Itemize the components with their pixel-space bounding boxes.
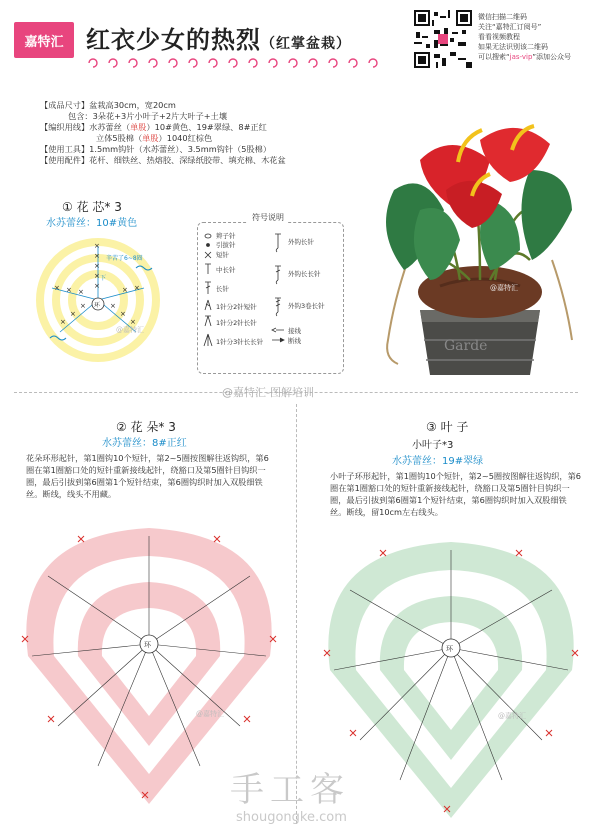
site-watermark: 手工客: [230, 770, 350, 810]
yarn2-a: 立体5股棉（: [96, 133, 143, 143]
section2-description: 花朵环形起针，第1圈钩10个短针，第2~5圈按图解往返钩织，第6圈在第1圈豁口处的短针重新接线起针，绕豁口及第5圈针目钩织一圈，最后引拔到第6圈第1个短针结束，第6圈钩织时加入双股细铁丝。断线，线头不用藏。: [26, 453, 269, 499]
qr-instructions: [478, 12, 571, 62]
legend-symbols: [200, 230, 340, 370]
qr-code-icon[interactable]: [414, 10, 472, 68]
svg-text:×: ×: [66, 286, 72, 294]
legend-left-3: 中长针: [216, 266, 236, 274]
leaf-center-label: 环: [446, 645, 453, 653]
section3-description: 小叶子环形起针，第1圈钩10个短针，第2~5圈按图解往返钩织，第6圈在第1圈豁口处的短针重新接线起针，绕豁口及第5圈针目钩织一圈，最后引拔到第6圈第1个短针结束，第6圈钩织时加入双股细铁丝。断线，留10cm左右线头。: [330, 471, 581, 517]
section3-subtitle: 水苏蕾丝：19#翠绿: [392, 456, 484, 467]
core-center-label: 环: [94, 302, 101, 309]
flower-core-diagram: [30, 228, 170, 368]
section1-title: ① 花 芯* 3: [62, 200, 122, 214]
include-label: 包含：: [68, 111, 93, 121]
section3-count: 小叶子*3: [412, 440, 454, 451]
svg-text:×: ×: [94, 272, 100, 280]
svg-text:×: ×: [80, 302, 86, 310]
legend-left-1: 引拔针: [216, 241, 236, 249]
middle-watermark: @嘉特汇-图解培训: [222, 386, 314, 399]
brand-logo: 嘉特汇: [14, 22, 74, 58]
title-main: 红衣少女的热烈: [86, 26, 261, 54]
legend-left-2: 短针: [216, 251, 229, 259]
qr-line-3: 看看视频教程: [478, 33, 520, 41]
section2-subtitle: 水苏蕾丝：8#正红: [102, 438, 187, 449]
legend-right-2: 外钩3卷长针: [288, 302, 325, 310]
core-watermark: @嘉特汇: [116, 326, 144, 334]
legend-right-0: 外钩长针: [288, 238, 314, 246]
legend-left-7: 1针分3针长长针: [216, 338, 264, 346]
qr-line-4: 如果无法识别该二维码: [478, 43, 548, 51]
legend-title: 符号说明: [248, 212, 288, 223]
svg-text:×: ×: [70, 310, 76, 318]
petal-center-label: 环: [144, 641, 151, 649]
pot-label: Garde: [444, 338, 488, 354]
size-tag: 【成品尺寸】: [40, 100, 90, 110]
yarn2-single: 单股: [142, 133, 159, 143]
size-value: 盆栽高30cm，宽20cm: [89, 100, 176, 110]
legend-right-1: 外钩长长针: [288, 270, 321, 278]
include-row: [40, 111, 340, 122]
yarn2-b: ）1040红棕色: [158, 133, 213, 143]
section2-title: ② 花 朵* 3: [116, 420, 176, 434]
svg-text:×: ×: [134, 284, 140, 292]
qr-search-id[interactable]: jas-vip: [509, 53, 533, 61]
legend-left-5: 1针分2针短针: [216, 303, 257, 311]
materials-info: [40, 100, 340, 166]
svg-text:×: ×: [94, 262, 100, 270]
column-divider: [296, 404, 297, 824]
core-note2: 下: [100, 275, 107, 282]
svg-text:×: ×: [130, 318, 136, 326]
tools-row: [40, 144, 340, 155]
legend-right-4: 断线: [288, 337, 301, 345]
petal-watermark: @嘉特汇: [196, 710, 224, 718]
svg-text:×: ×: [60, 318, 66, 326]
svg-text:×: ×: [94, 282, 100, 290]
parts-row: [40, 155, 340, 166]
leaf-diagram: [320, 530, 582, 820]
tools-value: 1.5mm钩针（水苏蕾丝）、3.5mm钩针（5股棉）: [89, 144, 272, 154]
tools-tag: 【使用工具】: [40, 144, 90, 154]
yarn-b: ）10#黄色、19#翠绿、8#正红: [146, 122, 267, 132]
section3-title: ③ 叶 子: [426, 420, 469, 434]
svg-text:×: ×: [120, 310, 126, 318]
legend-right-3: 接线: [288, 327, 301, 335]
plant-watermark: @嘉特汇: [490, 284, 518, 292]
legend-left-6: 1针分2针长针: [216, 319, 257, 327]
leaf-watermark: @嘉特汇: [498, 712, 526, 720]
qr-line-2: 关注“嘉特汇订阅号”: [478, 23, 542, 31]
svg-text:×: ×: [122, 286, 128, 294]
core-note: 辛苦了6~8圈: [106, 255, 143, 262]
yarn-row: [40, 122, 340, 133]
parts-value: 花杆、细铁丝、热熔胶、深绿纸胶带、填充棉、木花盆: [89, 155, 286, 165]
svg-text:×: ×: [54, 284, 60, 292]
qr-line-1: 微信扫描二维码: [478, 13, 527, 21]
include-value: 3朵花+3片小叶子+2片大叶子+土壤: [92, 111, 228, 121]
title-sub: （红掌盆栽）: [261, 36, 351, 52]
qr-line-5a: 可以搜索“: [478, 53, 510, 61]
parts-tag: 【使用配件】: [40, 155, 90, 165]
svg-text:×: ×: [94, 242, 100, 250]
page-title: [86, 20, 351, 55]
qr-line-5: [478, 52, 571, 62]
size-row: [40, 100, 340, 111]
yarn-single: 单股: [130, 122, 147, 132]
legend-left-4: 长针: [216, 285, 229, 293]
yarn-tag: 【编织用线】: [40, 122, 90, 132]
yarn-a: 水苏蕾丝（: [89, 122, 131, 132]
site-url[interactable]: shougongke.com: [236, 810, 347, 825]
qr-line-5c: ”添加公众号: [532, 53, 572, 61]
swirl-decoration: [84, 56, 384, 70]
svg-text:×: ×: [94, 252, 100, 260]
legend-left-0: 辫子针: [216, 232, 236, 240]
svg-text:×: ×: [78, 288, 84, 296]
anthurium-plant-photo: [380, 100, 580, 385]
section1-subtitle: 水苏蕾丝：10#黄色: [46, 218, 138, 229]
svg-text:×: ×: [110, 302, 116, 310]
yarn2-row: [40, 133, 340, 144]
